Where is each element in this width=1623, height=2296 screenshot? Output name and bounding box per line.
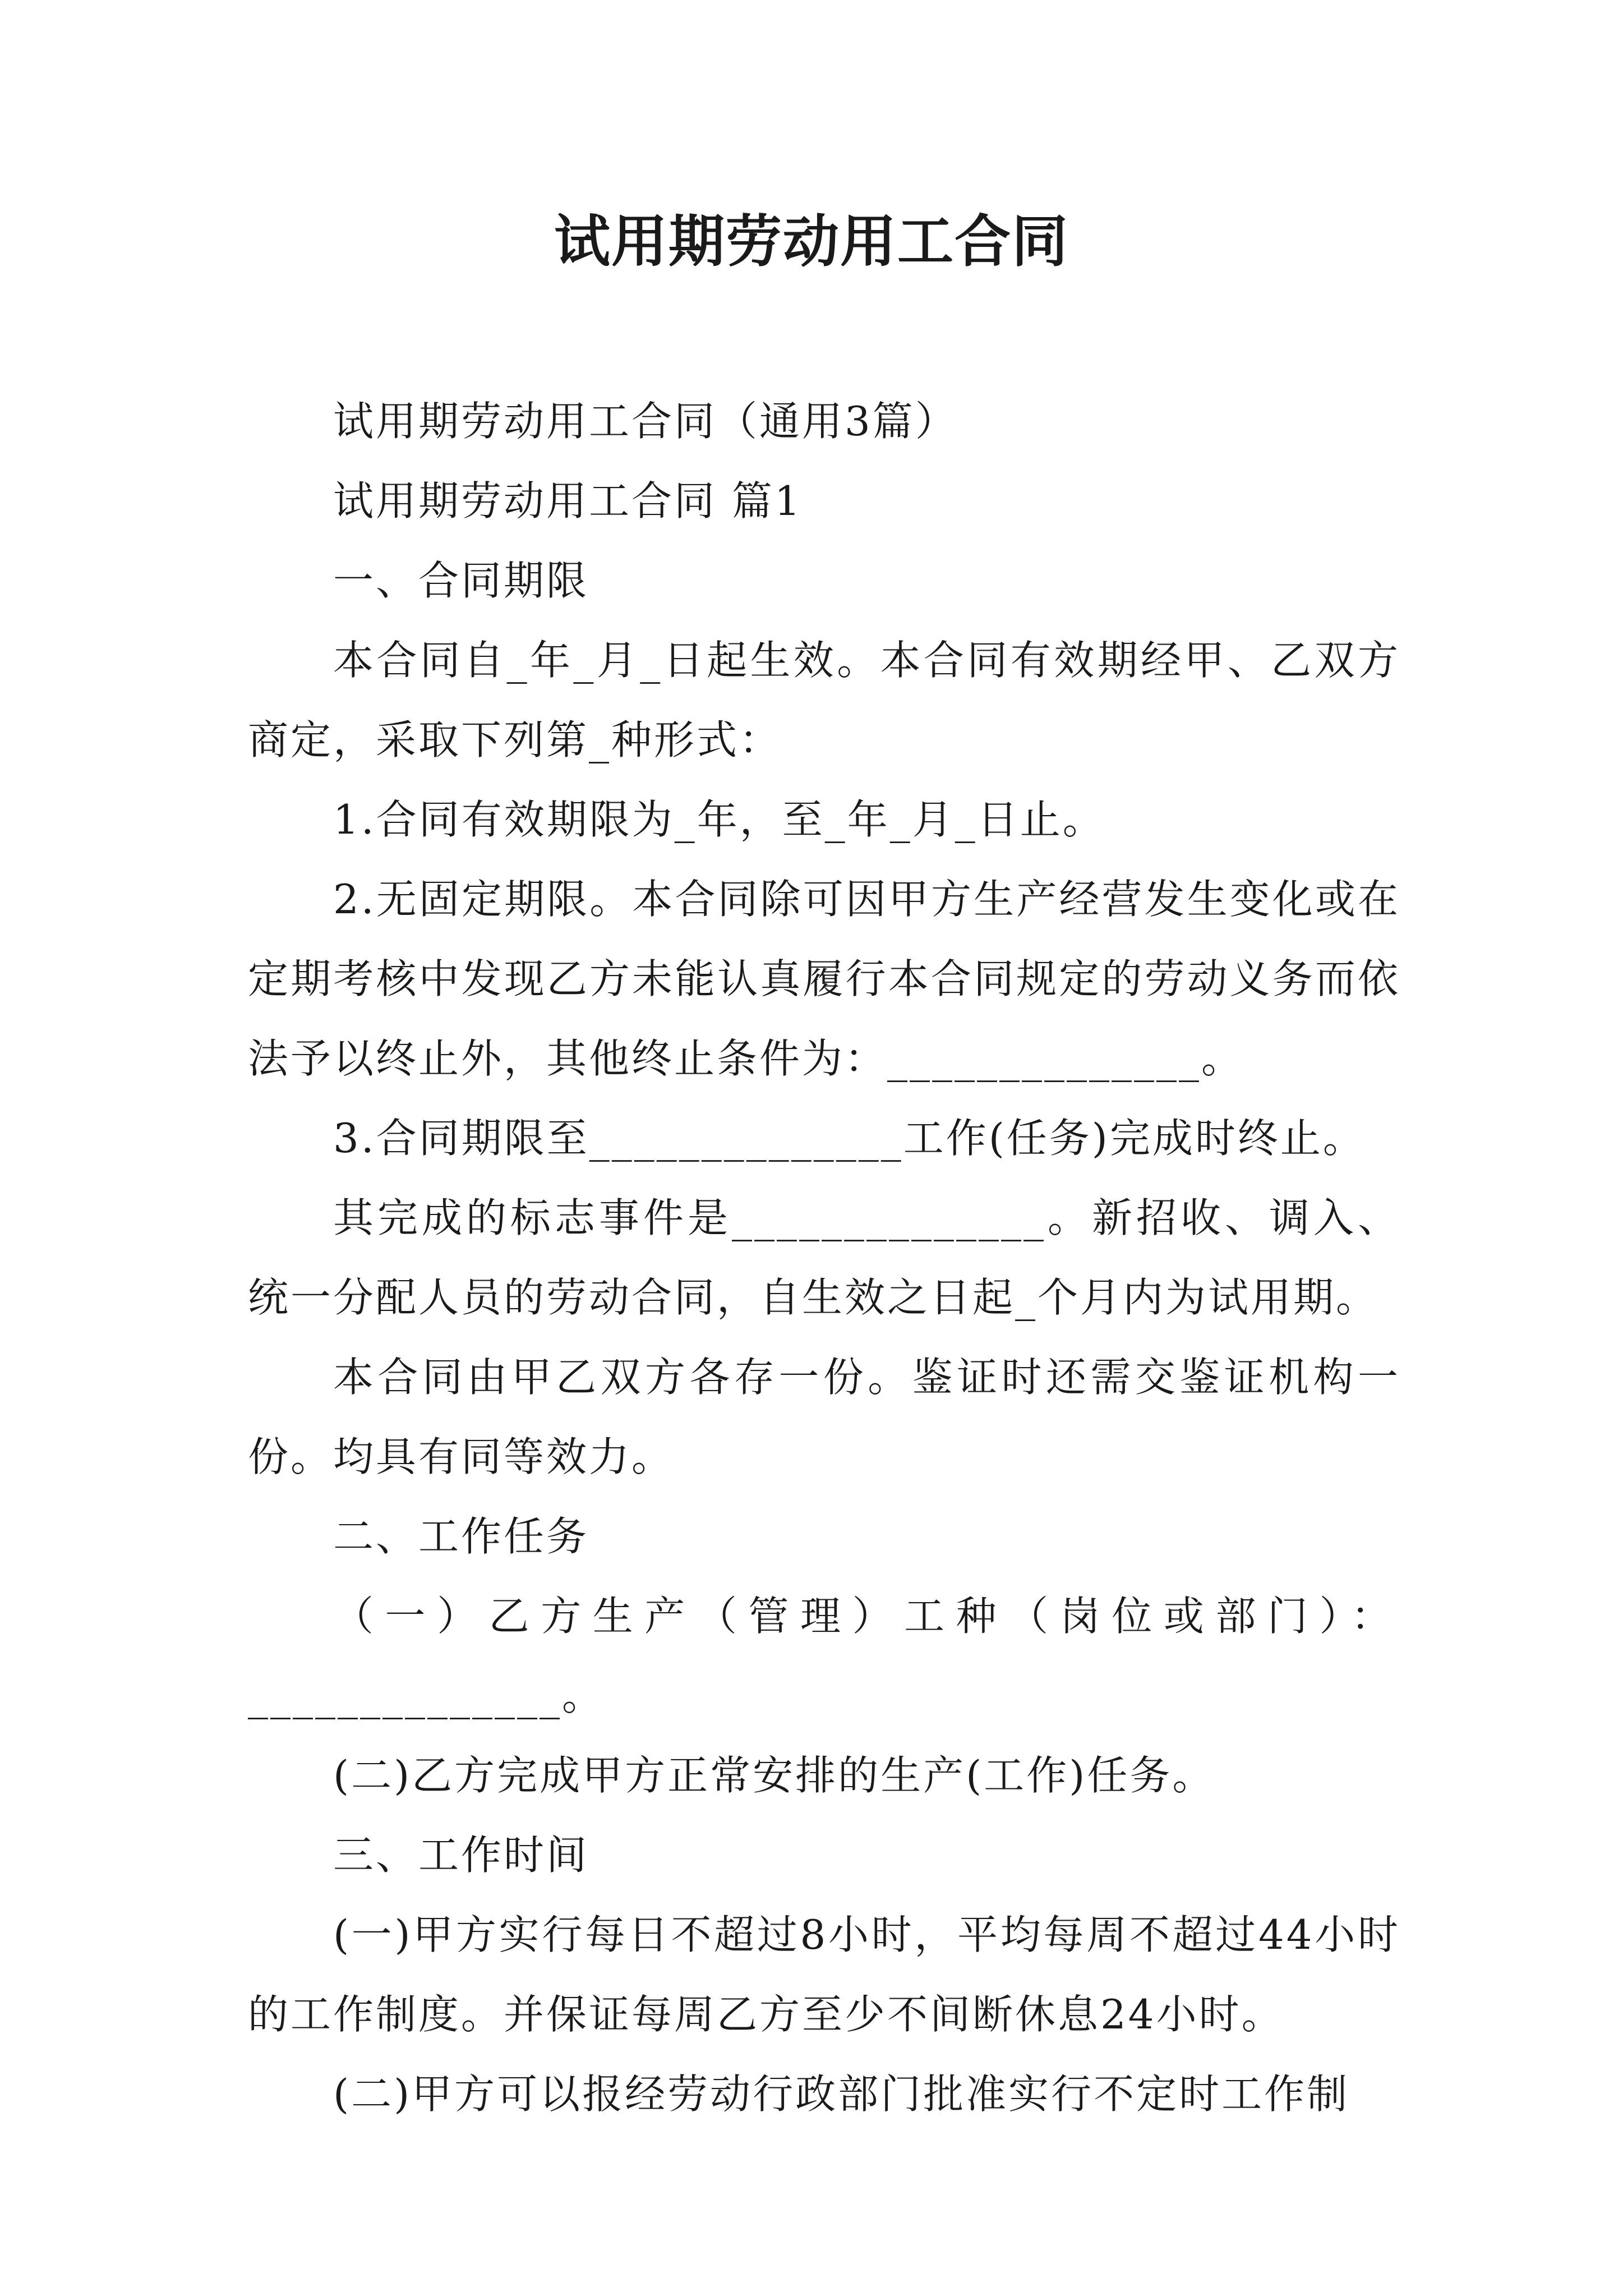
- paragraph-job-type: （一）乙方生产（管理）工种（岗位或部门）：: [333, 1593, 1400, 1640]
- paragraph-copies: 本合同由甲乙双方各存一份。鉴证时还需交鉴证机构一份。均具有同等效力。: [248, 1354, 1400, 1480]
- section-heading-term: 一、合同期限: [333, 557, 589, 604]
- paragraph-subtitle: 试用期劳动用工合同（通用3篇）: [333, 398, 958, 445]
- section-heading-hours: 三、工作时间: [333, 1832, 589, 1879]
- paragraph-working-hours: (一)甲方实行每日不超过8小时，平均每周不超过44小时的工作制度。并保证每周乙方至少不间断休息24小时。: [248, 1911, 1400, 2038]
- paragraph-fixed-term: 1.合同有效期限为_年，至_年_月_日止。: [333, 796, 1105, 843]
- paragraph-part-heading: 试用期劳动用工合同 篇1: [333, 477, 803, 524]
- paragraph-effective-date: 本合同自_年_月_日起生效。本合同有效期经甲、乙双方商定，采取下列第_种形式：: [248, 637, 1400, 763]
- paragraph-completion-event: 其完成的标志事件是______________。新招收、调入、统一分配人员的劳动合同，自生效之日起_个月内为试用期。: [248, 1194, 1400, 1321]
- section-heading-tasks: 二、工作任务: [333, 1513, 589, 1560]
- document-body: [248, 381, 1400, 2134]
- paragraph-open-term: 2.无固定期限。本合同除可因甲方生产经营发生变化或在定期考核中发现乙方未能认真履行本合同规定的劳动义务而依法予以终止外，其他终止条件为：______________。: [248, 876, 1400, 1082]
- paragraph-job-type-blank: ______________。: [248, 1672, 605, 1719]
- paragraph-task-term: 3.合同期限至______________工作(任务)完成时终止。: [333, 1115, 1366, 1162]
- paragraph-flexible-hours: (二)甲方可以报经劳动行政部门批准实行不定时工作制: [333, 2070, 1350, 2118]
- document-title: 试用期劳动用工合同: [554, 208, 1069, 274]
- paragraph-normal-tasks: (二)乙方完成甲方正常安排的生产(工作)任务。: [333, 1752, 1215, 1799]
